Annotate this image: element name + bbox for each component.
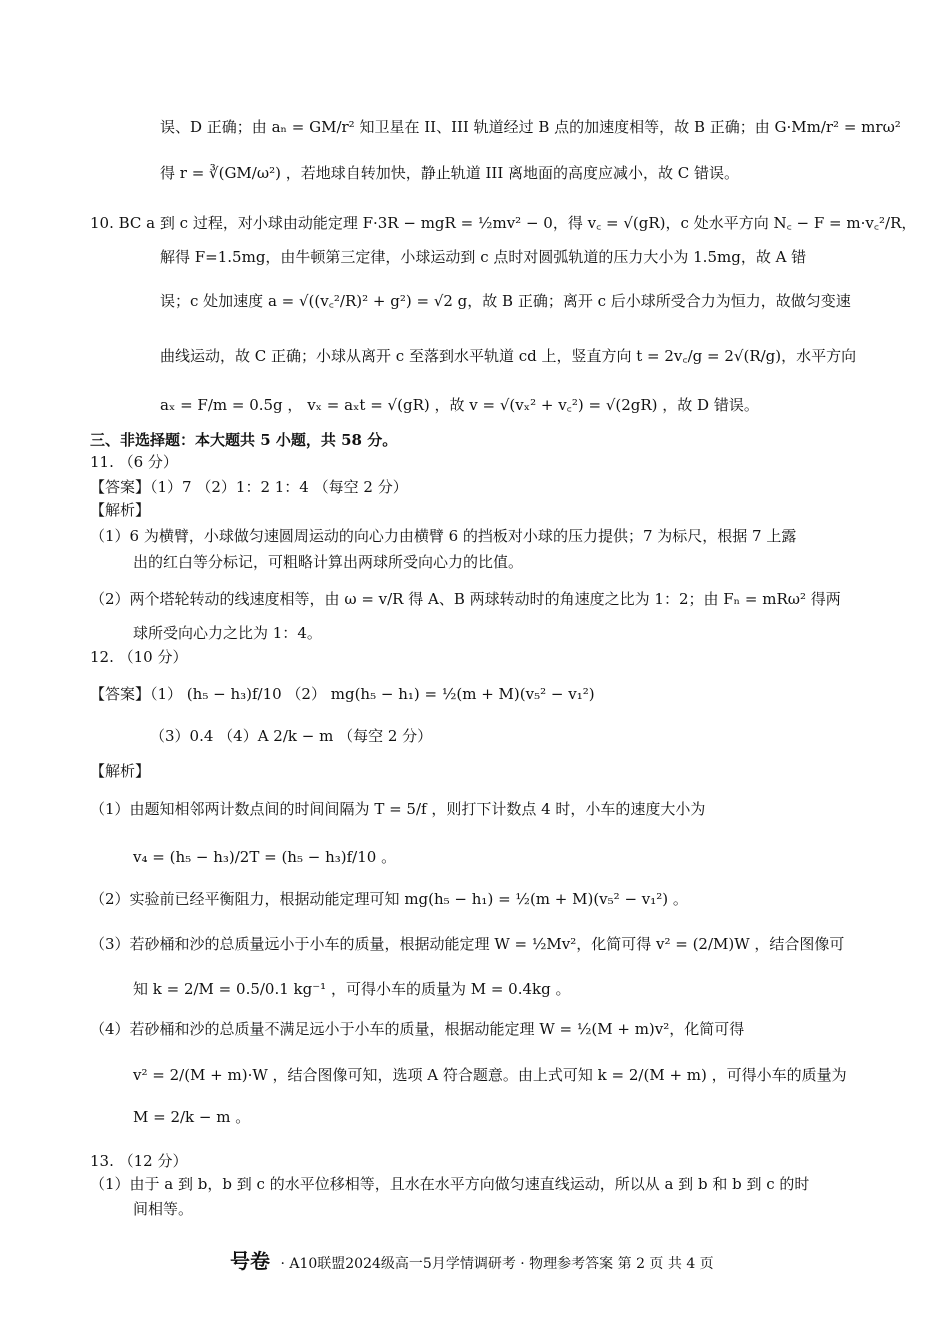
text-line-20: （1）由题知相邻两计数点间的时间间隔为 T = 5/f ，则打下计数点 4 时，小车的速度大小为	[90, 800, 706, 818]
text-line-14: （2）两个塔轮转动的线速度相等，由 ω = v/R 得 A、B 两球转动时的角速度之比为 1：2；由 Fₙ = mRω² 得两	[90, 590, 841, 608]
question-13-header: 13. （12 分）	[90, 1152, 188, 1170]
analysis-12-label: 【解析】	[90, 762, 151, 780]
text-line-26: v² = 2/(M + m)·W ，结合图像可知，选项 A 符合题意。由上式可知 k = 2/(M + m) ，可得小车的质量为	[133, 1066, 847, 1084]
text-line-1: 误、D 正确；由 aₙ = GM/r² 知卫星在 II、III 轨道经过 B 点的加速度相等，故 B 正确；由 G·Mm/r² = mrω²	[160, 118, 901, 136]
text-line-30: 间相等。	[133, 1200, 194, 1218]
publisher-logo: 号卷	[230, 1249, 270, 1273]
text-line-21: v₄ = (h₅ − h₃)/2T = (h₅ − h₃)f/10 。	[133, 848, 397, 866]
footer-text: · A10联盟2024级高一5月学情调研考 · 物理参考答案 第 2 页 共 4 页	[280, 1256, 714, 1272]
analysis-11-label: 【解析】	[90, 501, 151, 519]
question-11-header: 11. （6 分）	[90, 453, 178, 471]
page-footer	[230, 1245, 714, 1274]
text-line-6: 曲线运动，故 C 正确；小球从离开 c 至落到水平轨道 cd 上，竖直方向 t = 2v꜀/g = 2√(R/g)，水平方向	[160, 347, 857, 365]
answer-12: 【答案】（1） (h₅ − h₃)f/10 （2） mg(h₅ − h₁) = ½(m + M)(v₅² − v₁²)	[90, 685, 595, 703]
text-line-2: 得 r = ∛(GM/ω²) ，若地球自转加快，静止轨道 III 离地面的高度应减小，故 C 错误。	[160, 164, 740, 182]
answer-12-cont: （3）0.4 （4）A 2/k − m （每空 2 分）	[150, 727, 433, 745]
text-line-3: 10. BC a 到 c 过程，对小球由动能定理 F·3R − mgR = ½mv² − 0，得 v꜀ = √(gR)，c 处水平方向 N꜀ − F = m·v꜀²/R，	[90, 214, 917, 232]
question-12-header: 12. （10 分）	[90, 648, 188, 666]
text-line-27: M = 2/k − m 。	[133, 1108, 251, 1126]
text-line-13: 出的红白等分标记，可粗略计算出两球所受向心力的比值。	[133, 553, 524, 571]
text-line-23: （3）若砂桶和沙的总质量远小于小车的质量，根据动能定理 W = ½Mv²，化简可得 v² = (2/M)W ，结合图像可	[90, 935, 845, 953]
text-line-5: 误；c 处加速度 a = √((v꜀²/R)² + g²) = √2 g，故 B 正确；离开 c 后小球所受合力为恒力，故做匀变速	[160, 292, 851, 310]
text-line-7: aₓ = F/m = 0.5g ， vₓ = aₓt = √(gR) ，故 v = √(vₓ² + v꜀²) = √(2gR) ，故 D 错误。	[160, 396, 759, 414]
text-line-15: 球所受向心力之比为 1：4。	[133, 624, 322, 642]
text-line-29: （1）由于 a 到 b，b 到 c 的水平位移相等，且水在水平方向做匀速直线运动，所以从 a 到 b 和 b 到 c 的时	[90, 1175, 810, 1193]
text-line-12: （1）6 为横臂，小球做匀速圆周运动的向心力由横臂 6 的挡板对小球的压力提供；7 为标尺，根据 7 上露	[90, 527, 797, 545]
answer-11: 【答案】（1）7 （2）1：2 1：4 （每空 2 分）	[90, 478, 408, 496]
text-line-4: 解得 F=1.5mg，由牛顿第三定律，小球运动到 c 点时对圆弧轨道的压力大小为 1.5mg，故 A 错	[160, 248, 807, 266]
text-line-25: （4）若砂桶和沙的总质量不满足远小于小车的质量，根据动能定理 W = ½(M + m)v²，化简可得	[90, 1020, 745, 1038]
text-line-22: （2）实验前已经平衡阻力，根据动能定理可知 mg(h₅ − h₁) = ½(m + M)(v₅² − v₁²) 。	[90, 890, 688, 908]
section-heading: 三、非选择题：本大题共 5 小题，共 58 分。	[90, 431, 398, 449]
text-line-24: 知 k = 2/M = 0.5/0.1 kg⁻¹ ，可得小车的质量为 M = 0.4kg 。	[133, 980, 571, 998]
